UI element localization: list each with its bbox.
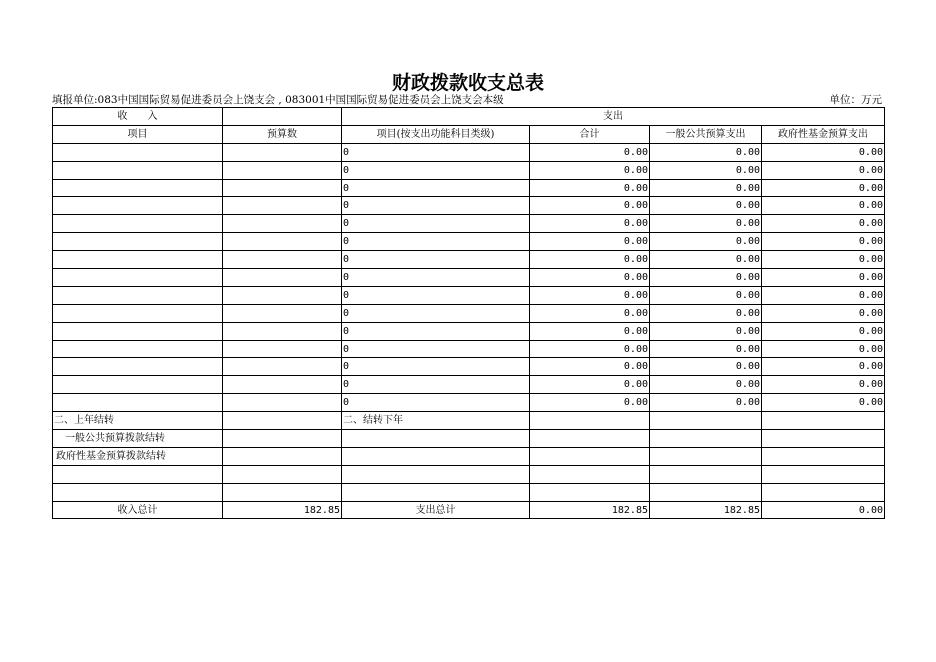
- empty-cell: [223, 108, 342, 126]
- total-cell: 0.00: [530, 322, 650, 340]
- empty-cell: [223, 483, 342, 501]
- empty-cell: [342, 483, 530, 501]
- empty-cell: [53, 465, 223, 483]
- table-row: [53, 251, 885, 269]
- expense-item-cell: 0: [342, 215, 530, 233]
- carry-general-label: 一般公共预算拨款结转: [53, 430, 223, 448]
- income-item-cell: [53, 358, 223, 376]
- income-item-cell: [53, 376, 223, 394]
- expense-header: 支出: [342, 108, 885, 126]
- table-row: [53, 161, 885, 179]
- income-budget-cell: [223, 322, 342, 340]
- total-cell: 0.00: [530, 251, 650, 269]
- empty-cell: [530, 447, 650, 465]
- general-cell: 0.00: [650, 376, 762, 394]
- empty-cell: [223, 447, 342, 465]
- empty-cell: [762, 412, 885, 430]
- table-row: [53, 286, 885, 304]
- income-budget-cell: [223, 197, 342, 215]
- table-row: [53, 233, 885, 251]
- income-header: 收 入: [53, 108, 223, 126]
- fund-cell: 0.00: [762, 394, 885, 412]
- income-item-cell: [53, 251, 223, 269]
- expense-item-cell: 0: [342, 322, 530, 340]
- empty-cell: [762, 483, 885, 501]
- table-row: [53, 394, 885, 412]
- money-unit: 单位：万元: [829, 94, 882, 106]
- general-cell: 0.00: [650, 215, 762, 233]
- page-title: 财政拨款收支总表: [391, 72, 544, 94]
- total-cell: 0.00: [530, 376, 650, 394]
- empty-cell: [53, 483, 223, 501]
- carry-next-label: 二、结转下年: [342, 412, 530, 430]
- total-cell: 0.00: [530, 304, 650, 322]
- income-item-cell: [53, 197, 223, 215]
- empty-cell: [650, 447, 762, 465]
- expense-item-cell: 0: [342, 197, 530, 215]
- fund-cell: 0.00: [762, 340, 885, 358]
- col-general-header: 一般公共预算支出: [650, 125, 762, 143]
- table-row: [53, 143, 885, 161]
- income-total-value: 182.85: [223, 501, 342, 519]
- income-item-cell: [53, 304, 223, 322]
- fund-cell: 0.00: [762, 161, 885, 179]
- empty-cell: [342, 430, 530, 448]
- fund-cell: 0.00: [762, 143, 885, 161]
- empty-cell: [342, 465, 530, 483]
- total-cell: 0.00: [530, 358, 650, 376]
- expense-item-cell: 0: [342, 233, 530, 251]
- empty-cell: [762, 465, 885, 483]
- header-row-2: [53, 125, 885, 143]
- expense-item-cell: 0: [342, 286, 530, 304]
- empty-cell: [762, 447, 885, 465]
- general-cell: 0.00: [650, 143, 762, 161]
- table-row: [53, 179, 885, 197]
- fund-cell: 0.00: [762, 322, 885, 340]
- general-cell: 0.00: [650, 286, 762, 304]
- general-cell: 0.00: [650, 233, 762, 251]
- fund-cell: 0.00: [762, 358, 885, 376]
- fund-cell: 0.00: [762, 269, 885, 287]
- fill-unit: 填报单位:083中国国际贸易促进委员会上饶支会 , 083001中国国际贸易促进委员会上饶支会本级: [52, 94, 504, 106]
- empty-cell: [650, 430, 762, 448]
- income-budget-cell: [223, 269, 342, 287]
- income-budget-cell: [223, 251, 342, 269]
- income-item-cell: [53, 161, 223, 179]
- fund-cell: 0.00: [762, 304, 885, 322]
- fund-cell: 0.00: [762, 376, 885, 394]
- empty-cell: [223, 465, 342, 483]
- expense-total-value: 182.85: [530, 501, 650, 519]
- fund-cell: 0.00: [762, 251, 885, 269]
- empty-cell: [223, 412, 342, 430]
- general-total-value: 182.85: [650, 501, 762, 519]
- empty-row: [53, 465, 885, 483]
- total-row: [53, 501, 885, 519]
- general-cell: 0.00: [650, 161, 762, 179]
- general-cell: 0.00: [650, 179, 762, 197]
- total-cell: 0.00: [530, 197, 650, 215]
- general-cell: 0.00: [650, 197, 762, 215]
- expense-item-cell: 0: [342, 269, 530, 287]
- header-row-1: [53, 108, 885, 126]
- income-budget-cell: [223, 358, 342, 376]
- expense-item-cell: 0: [342, 143, 530, 161]
- general-cell: 0.00: [650, 251, 762, 269]
- expense-item-cell: 0: [342, 304, 530, 322]
- total-cell: 0.00: [530, 340, 650, 358]
- total-cell: 0.00: [530, 233, 650, 251]
- expense-item-cell: 0: [342, 376, 530, 394]
- empty-cell: [762, 430, 885, 448]
- income-budget-cell: [223, 376, 342, 394]
- income-budget-cell: [223, 340, 342, 358]
- income-item-cell: [53, 215, 223, 233]
- empty-cell: [530, 465, 650, 483]
- carry-prev-label: 二、上年结转: [53, 412, 223, 430]
- table-row: [53, 215, 885, 233]
- general-cell: 0.00: [650, 394, 762, 412]
- income-budget-cell: [223, 233, 342, 251]
- expense-total-label: 支出总计: [342, 501, 530, 519]
- general-cell: 0.00: [650, 322, 762, 340]
- total-cell: 0.00: [530, 286, 650, 304]
- table-row: [53, 376, 885, 394]
- total-cell: 0.00: [530, 394, 650, 412]
- empty-cell: [223, 430, 342, 448]
- empty-cell: [530, 430, 650, 448]
- income-item-cell: [53, 286, 223, 304]
- table-row: [53, 322, 885, 340]
- fund-cell: 0.00: [762, 215, 885, 233]
- expense-item-cell: 0: [342, 340, 530, 358]
- income-item-cell: [53, 233, 223, 251]
- total-cell: 0.00: [530, 179, 650, 197]
- total-cell: 0.00: [530, 215, 650, 233]
- income-budget-cell: [223, 286, 342, 304]
- income-item-cell: [53, 322, 223, 340]
- fund-cell: 0.00: [762, 179, 885, 197]
- general-cell: 0.00: [650, 340, 762, 358]
- table-row: [53, 358, 885, 376]
- table-row: [53, 269, 885, 287]
- empty-row: [53, 483, 885, 501]
- total-cell: 0.00: [530, 269, 650, 287]
- income-budget-cell: [223, 143, 342, 161]
- fund-total-value: 0.00: [762, 501, 885, 519]
- income-budget-cell: [223, 394, 342, 412]
- total-cell: 0.00: [530, 143, 650, 161]
- col-fund-header: 政府性基金预算支出: [762, 125, 885, 143]
- expense-item-cell: 0: [342, 394, 530, 412]
- table-row: [53, 304, 885, 322]
- table-row: [53, 197, 885, 215]
- fund-cell: 0.00: [762, 233, 885, 251]
- income-item-cell: [53, 143, 223, 161]
- fund-cell: 0.00: [762, 286, 885, 304]
- carry-fund-label: 政府性基金预算拨款结转: [53, 447, 223, 465]
- empty-cell: [650, 465, 762, 483]
- col-item-header: 项目: [53, 125, 223, 143]
- income-total-label: 收入总计: [53, 501, 223, 519]
- empty-cell: [650, 483, 762, 501]
- expense-item-cell: 0: [342, 251, 530, 269]
- empty-cell: [342, 447, 530, 465]
- empty-cell: [530, 412, 650, 430]
- budget-table: [52, 107, 885, 519]
- col-func-item-header: 项目(按支出功能科目类级): [342, 125, 530, 143]
- total-cell: 0.00: [530, 161, 650, 179]
- income-budget-cell: [223, 161, 342, 179]
- col-budget-header: 预算数: [223, 125, 342, 143]
- income-budget-cell: [223, 304, 342, 322]
- expense-item-cell: 0: [342, 358, 530, 376]
- empty-cell: [530, 483, 650, 501]
- fund-cell: 0.00: [762, 197, 885, 215]
- carry-row: [53, 412, 885, 430]
- income-budget-cell: [223, 215, 342, 233]
- income-item-cell: [53, 179, 223, 197]
- empty-cell: [650, 412, 762, 430]
- carry-row: [53, 447, 885, 465]
- general-cell: 0.00: [650, 304, 762, 322]
- income-budget-cell: [223, 179, 342, 197]
- expense-item-cell: 0: [342, 179, 530, 197]
- income-item-cell: [53, 394, 223, 412]
- carry-row: [53, 430, 885, 448]
- general-cell: 0.00: [650, 358, 762, 376]
- income-item-cell: [53, 269, 223, 287]
- col-total-header: 合计: [530, 125, 650, 143]
- general-cell: 0.00: [650, 269, 762, 287]
- expense-item-cell: 0: [342, 161, 530, 179]
- table-row: [53, 340, 885, 358]
- income-item-cell: [53, 340, 223, 358]
